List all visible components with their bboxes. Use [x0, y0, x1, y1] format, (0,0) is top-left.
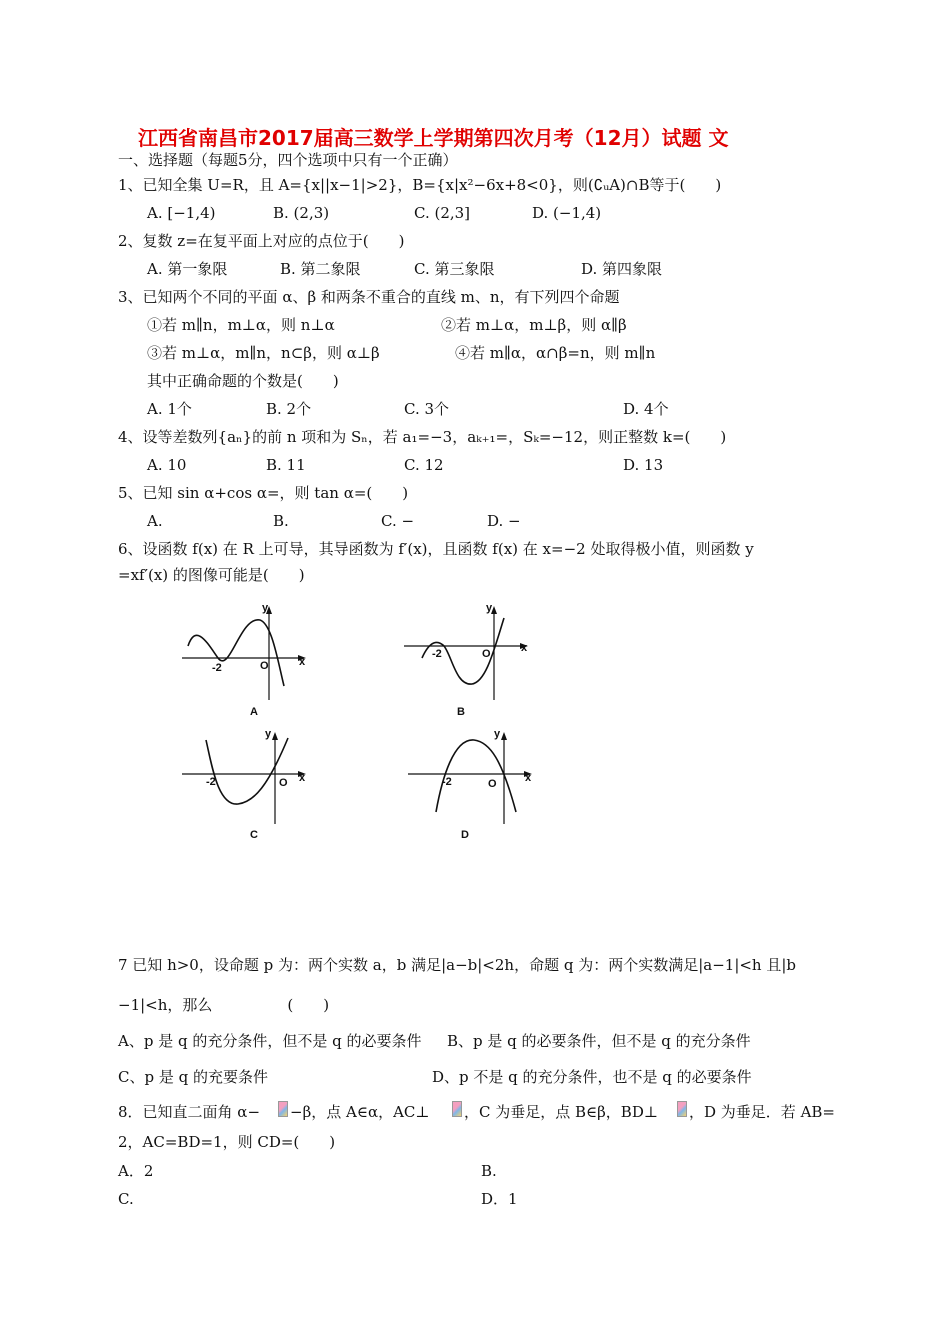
graph-d-label: D [461, 829, 469, 841]
question-2-option-d: D. 第四象限 [581, 260, 663, 278]
question-5-option-d: D. − [487, 512, 521, 530]
y-label: y [265, 728, 272, 740]
question-8-part-1: 8．已知直二面角 α− [118, 1103, 261, 1121]
question-3-proposition-4: ④若 m∥α，α∩β=n，则 m∥n [455, 344, 656, 362]
question-8-option-b: B. [481, 1162, 497, 1180]
question-3-option-a: A. 1个 [147, 400, 192, 418]
origin-label: O [279, 777, 288, 789]
question-1-stem: 1、已知全集 U=R，且 A={x||x−1|>2}，B={x|x²−6x+8<0}，则(∁ᵤA)∩B等于( ) [118, 176, 722, 194]
question-4-option-d: D. 13 [623, 456, 664, 474]
neg-two-label: -2 [432, 648, 442, 660]
question-8-option-d: D．1 [481, 1190, 518, 1208]
question-1-option-b: B. (2,3) [273, 204, 330, 222]
question-7-option-d: D、p 不是 q 的充分条件，也不是 q 的必要条件 [432, 1068, 752, 1086]
missing-image-icon [677, 1101, 687, 1117]
question-8-option-a: A．2 [118, 1162, 154, 1180]
question-7-line-2: −1|<h，那么 ( ) [118, 996, 330, 1014]
question-3-proposition-1: ①若 m∥n，m⊥α，则 n⊥α [147, 316, 335, 334]
question-2-option-b: B. 第二象限 [280, 260, 361, 278]
y-axis-arrow [501, 732, 507, 740]
y-axis-arrow [272, 732, 278, 740]
neg-two-label: -2 [206, 776, 216, 788]
question-7-line-1: 7 已知 h>0，设命题 p 为：两个实数 a，b 满足|a−b|<2h，命题 q 为：两个实数满足|a−1|<h 且|b [118, 956, 797, 974]
x-label: x [299, 772, 306, 784]
question-5-option-b: B. [273, 512, 289, 530]
question-8-part-2: −β，点 A∈α，AC⊥ [290, 1103, 430, 1121]
question-3-option-b: B. 2个 [266, 400, 312, 418]
graph-d-svg [404, 728, 534, 828]
x-label: x [299, 656, 306, 668]
question-5-option-a: A. [147, 512, 163, 530]
missing-image-icon [452, 1101, 462, 1117]
question-1-option-d: D. (−1,4) [532, 204, 602, 222]
graph-b [400, 604, 530, 704]
question-3-proposition-2: ②若 m⊥α，m⊥β，则 α∥β [441, 316, 627, 334]
neg-two-label: -2 [442, 776, 452, 788]
question-3-option-c: C. 3个 [404, 400, 450, 418]
question-3-ask: 其中正确命题的个数是( ) [147, 372, 339, 390]
question-8-option-c: C. [118, 1190, 134, 1208]
graph-a-svg [178, 604, 308, 704]
origin-label: O [482, 648, 491, 660]
x-label: x [525, 772, 532, 784]
question-7-option-a: A、p 是 q 的充分条件，但不是 q 的必要条件 [118, 1032, 422, 1050]
question-8-part-3: ，C 为垂足，点 B∈β，BD⊥ [464, 1103, 658, 1121]
graph-c-svg [178, 728, 308, 828]
question-1-option-a: A. [−1,4) [147, 204, 216, 222]
question-4-option-a: A. 10 [147, 456, 187, 474]
question-8-part-4: ，D 为垂足．若 AB= [689, 1103, 835, 1121]
y-label: y [486, 602, 493, 614]
section-heading: 一、选择题（每题5分，四个选项中只有一个正确） [118, 151, 458, 169]
question-4-stem: 4、设等差数列{aₙ}的前 n 项和为 Sₙ，若 a₁=−3，aₖ₊₁=，Sₖ=−12，则正整数 k=( ) [118, 428, 727, 446]
question-2-option-a: A. 第一象限 [147, 260, 228, 278]
question-3-option-d: D. 4个 [623, 400, 669, 418]
graph-c [178, 728, 308, 828]
neg-two-label: -2 [212, 662, 222, 674]
question-3-stem: 3、已知两个不同的平面 α、β 和两条不重合的直线 m、n，有下列四个命题 [118, 288, 620, 306]
question-5-stem: 5、已知 sin α+cos α=，则 tan α=( ) [118, 484, 409, 502]
origin-label: O [488, 778, 497, 790]
origin-label: O [260, 660, 269, 672]
question-6-line-1: 6、设函数 f(x) 在 R 上可导，其导函数为 f′(x)，且函数 f(x) 在 x=−2 处取得极小值，则函数 y [118, 540, 754, 558]
y-label: y [494, 728, 501, 740]
question-3-proposition-3: ③若 m⊥α，m∥n，n⊂β，则 α⊥β [147, 344, 380, 362]
question-7-option-c: C、p 是 q 的充要条件 [118, 1068, 268, 1086]
question-1-option-c: C. (2,3] [414, 204, 471, 222]
graph-a [178, 604, 308, 704]
graph-b-label: B [457, 706, 465, 718]
question-6-line-2: =xf′(x) 的图像可能是( ) [118, 566, 305, 584]
x-label: x [521, 642, 528, 654]
question-4-option-c: C. 12 [404, 456, 444, 474]
question-2-stem: 2、复数 z=在复平面上对应的点位于( ) [118, 232, 405, 250]
graph-d [404, 728, 534, 828]
graph-b-svg [400, 604, 530, 704]
question-5-option-c: C. − [381, 512, 415, 530]
question-8-line-2: 2，AC=BD=1，则 CD=( ) [118, 1133, 336, 1151]
curve [206, 738, 288, 804]
missing-image-icon [278, 1101, 288, 1117]
graph-c-label: C [250, 829, 258, 841]
y-label: y [262, 602, 269, 614]
page-title: 江西省南昌市2017届高三数学上学期第四次月考（12月）试题 文 [138, 126, 729, 150]
question-2-option-c: C. 第三象限 [414, 260, 495, 278]
graph-a-label: A [250, 706, 258, 718]
curve [188, 620, 284, 686]
question-7-option-b: B、p 是 q 的必要条件，但不是 q 的充分条件 [447, 1032, 751, 1050]
question-4-option-b: B. 11 [266, 456, 306, 474]
